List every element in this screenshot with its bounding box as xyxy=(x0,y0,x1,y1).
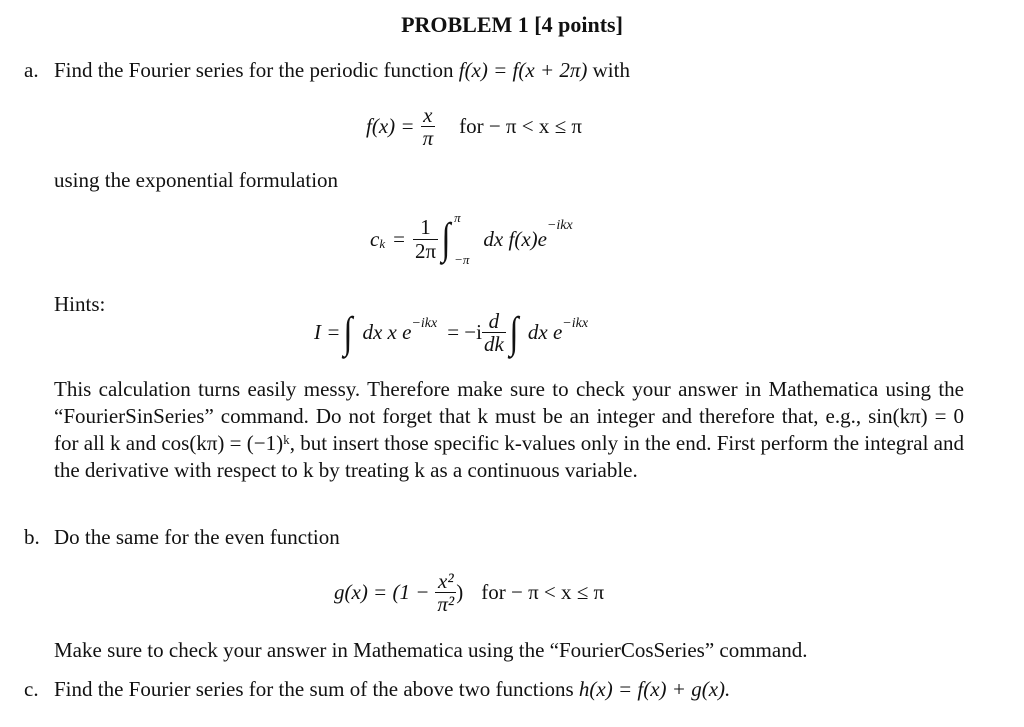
hint-exponent-1: −ikx xyxy=(411,316,438,331)
ck-symbol: c xyxy=(370,226,380,251)
g-range: for − π < x ≤ π xyxy=(481,580,605,605)
problem-title: PROBLEM 1 [4 points] xyxy=(401,12,623,37)
mathematica-paragraph: This calculation turns easily messy. Therefore make sure to check your answer in Mathematica using the “FourierSinSeries” command. Do not forget that k must be an integer and therefore that, e.g., sin(kπ) = 0 for all k and cos(kπ) = (−1)ᵏ, but insert those specific k-values only in the end. First perform the integral and the derivative with respect to k by treating k as a continuous variable. xyxy=(54,377,964,482)
part-c-formula: h(x) = f(x) + g(x). xyxy=(578,677,731,701)
f-denominator: π xyxy=(422,126,434,151)
hint-lhs: I = xyxy=(314,320,341,345)
ck-exponent: −ikx xyxy=(546,218,573,233)
g-lhs: g(x) = (1 − xyxy=(334,580,430,605)
ck-lower-limit: −π xyxy=(454,252,470,267)
ck-subscript: k xyxy=(379,236,386,251)
part-c-text: Find the Fourier series for the sum of the above two functions xyxy=(54,677,574,701)
g-definition xyxy=(334,570,604,615)
ck-numerator: 1 xyxy=(413,216,438,239)
ck-formula xyxy=(370,210,573,268)
part-a-intro-line xyxy=(54,58,630,83)
integral-sign-icon: ∫ xyxy=(509,307,519,357)
g-fraction xyxy=(435,570,456,615)
integral-sign-icon: ∫ xyxy=(343,307,353,357)
part-b-intro: Do the same for the even function xyxy=(54,525,340,549)
f-definition xyxy=(366,104,582,149)
part-b-check: Make sure to check your answer in Mathematica using the “FourierCosSeries” command. xyxy=(54,638,808,662)
ck-upper-limit: π xyxy=(454,210,461,225)
hint-exponent-2: −ikx xyxy=(562,316,589,331)
integral-sign-icon: ∫ xyxy=(441,214,451,263)
g-numerator: x² xyxy=(438,569,454,593)
hint-integrand-1: dx x e xyxy=(362,320,412,345)
periodic-condition: f(x) = f(x + 2π) xyxy=(458,58,588,82)
hint-middle: = −i xyxy=(447,320,482,345)
g-close-paren: ) xyxy=(456,580,464,605)
g-denominator: π² xyxy=(437,592,455,617)
f-range: for − π < x ≤ π xyxy=(459,114,582,139)
ck-integrand: dx f(x)e xyxy=(483,226,547,251)
part-b-label: b. xyxy=(24,525,40,549)
with-word: with xyxy=(592,58,630,82)
exponential-formulation-text: using the exponential formulation xyxy=(54,168,339,192)
derivative-fraction xyxy=(482,310,506,355)
ck-denominator: 2π xyxy=(414,238,437,263)
f-numerator: x xyxy=(423,103,433,127)
f-fraction xyxy=(421,104,436,149)
ck-fraction xyxy=(413,216,438,261)
derivative-numerator: d xyxy=(488,309,500,333)
part-c-label: c. xyxy=(24,677,39,701)
ck-equals: = xyxy=(393,226,405,251)
hint-formula xyxy=(314,307,589,357)
hints-label: Hints: xyxy=(54,292,106,316)
hint-integrand-2: dx e xyxy=(527,320,563,345)
part-c-line xyxy=(54,677,730,702)
part-a-intro: Find the Fourier series for the periodic function xyxy=(54,58,454,82)
f-lhs: f(x) = xyxy=(366,114,415,139)
part-a-label: a. xyxy=(24,58,39,82)
ck-limits xyxy=(454,210,469,268)
derivative-denominator: dk xyxy=(484,332,504,357)
